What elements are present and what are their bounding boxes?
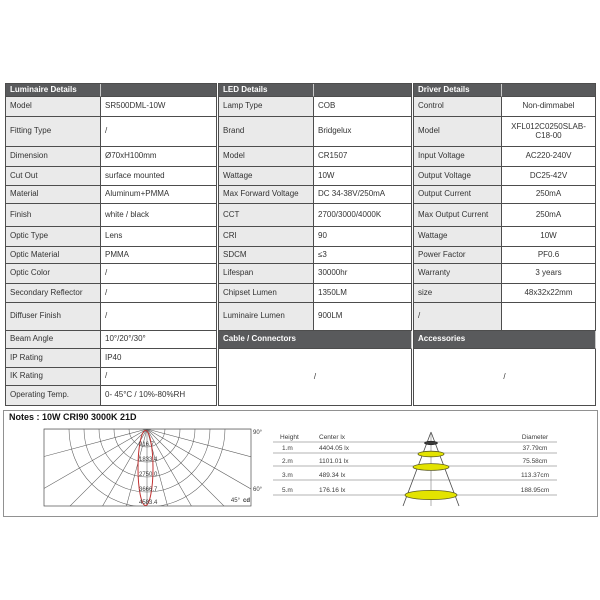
spec-label: Optic Color	[6, 264, 101, 284]
beam-col-center-lx: Center lx	[319, 434, 346, 441]
spec-value: 0- 45°C / 10%-80%RH	[101, 386, 217, 406]
polar-chart-frame	[44, 429, 251, 506]
spec-value: /	[101, 303, 217, 331]
spec-value: 3 years	[502, 264, 596, 284]
spec-value: 10°/20°/30°	[101, 331, 217, 349]
spec-value: /	[101, 264, 217, 284]
ring-label: 916.7	[139, 442, 155, 448]
spec-label: Chipset Lumen	[219, 284, 314, 303]
spec-label: Beam Angle	[6, 331, 101, 349]
luminaire-section-header: Luminaire Details	[6, 84, 101, 97]
spec-label: Secondary Reflector	[6, 284, 101, 303]
spec-value: IP40	[101, 349, 217, 368]
beam-col-height: Height	[280, 434, 299, 441]
spec-label: Brand	[219, 117, 314, 147]
spec-value: DC 34-38V/250mA	[314, 186, 412, 204]
beam-col-diameter: Diameter	[521, 434, 549, 441]
spec-label: SDCM	[219, 247, 314, 264]
spec-label: size	[414, 284, 502, 303]
ring-label: 4583.4	[139, 500, 158, 506]
beam-center-lx: 489.34 lx	[319, 472, 346, 479]
beam-height: 2.m	[282, 458, 293, 465]
spec-label: Warranty	[414, 264, 502, 284]
spec-value: 2700/3000/4000K	[314, 204, 412, 227]
spec-value: 900LM	[314, 303, 412, 331]
spec-value: Ø70xH100mm	[101, 147, 217, 167]
spec-label: CCT	[219, 204, 314, 227]
spec-label: Control	[414, 97, 502, 117]
driver-section-header: Driver Details	[414, 84, 502, 97]
cable-connectors-value: /	[219, 349, 412, 406]
spec-value: Aluminum+PMMA	[101, 186, 217, 204]
spec-value: Lens	[101, 227, 217, 247]
spec-value: PF0.6	[502, 247, 596, 264]
spec-label: Finish	[6, 204, 101, 227]
spec-label: Dimension	[6, 147, 101, 167]
spec-label: Optic Type	[6, 227, 101, 247]
spec-value: /	[101, 117, 217, 147]
spec-value: /	[101, 284, 217, 303]
spec-value: 1350LM	[314, 284, 412, 303]
spec-label: Max Forward Voltage	[219, 186, 314, 204]
beam-center-lx: 1101.01 lx	[319, 458, 349, 465]
photometric-diagram	[5, 413, 597, 515]
spec-label: Max Output Current	[414, 204, 502, 227]
ring-label: 2750.0	[139, 472, 158, 478]
spec-value: Bridgelux	[314, 117, 412, 147]
spec-value: white / black	[101, 204, 217, 227]
angle-label-60: 60°	[253, 487, 263, 493]
spec-label: Output Current	[414, 186, 502, 204]
cable-connectors-section-header: Cable / Connectors	[219, 331, 412, 349]
spec-label: Power Factor	[414, 247, 502, 264]
spec-label: Wattage	[414, 227, 502, 247]
spec-value	[502, 303, 596, 331]
spec-label: Wattage	[219, 167, 314, 186]
spec-label: Fitting Type	[6, 117, 101, 147]
spec-label: Lamp Type	[219, 97, 314, 117]
spec-value: PMMA	[101, 247, 217, 264]
spec-label: IK Rating	[6, 368, 101, 386]
beam-spot-1m	[425, 441, 438, 445]
spec-label: Operating Temp.	[6, 386, 101, 406]
led-details-table	[218, 83, 412, 406]
spec-value: 250mA	[502, 204, 596, 227]
spec-label: CRI	[219, 227, 314, 247]
spec-label: Model	[414, 117, 502, 147]
angle-label-45: 45°	[230, 498, 240, 504]
spec-label: Luminaire Lumen	[219, 303, 314, 331]
beam-spot-3m	[413, 464, 449, 471]
spec-label: /	[414, 303, 502, 331]
spec-value: surface mounted	[101, 167, 217, 186]
accessories-section-header: Accessories	[414, 331, 596, 349]
spec-label: Cut Out	[6, 167, 101, 186]
spec-label: Input Voltage	[414, 147, 502, 167]
led-section-header: LED Details	[219, 84, 314, 97]
spec-label: Output Voltage	[414, 167, 502, 186]
beam-height: 3.m	[282, 472, 293, 479]
notes-title: Notes : 10W CRI90 3000K 21D	[9, 412, 137, 422]
beam-height: 1.m	[282, 445, 293, 452]
spec-value: /	[101, 368, 217, 386]
spec-label: Lifespan	[219, 264, 314, 284]
ring-label: 3666.7	[139, 487, 158, 493]
spec-label: IP Rating	[6, 349, 101, 368]
angle-label-90: 90°	[253, 430, 263, 436]
luminaire-details-table	[5, 83, 217, 406]
spec-label: Model	[6, 97, 101, 117]
beam-center-lx: 176.16 lx	[319, 487, 346, 494]
spec-value: 10W	[314, 167, 412, 186]
spec-label: Optic Material	[6, 247, 101, 264]
spec-value: ≤3	[314, 247, 412, 264]
beam-diameter: 188.95cm	[520, 487, 550, 494]
spec-value: SR500DML-10W	[101, 97, 217, 117]
spec-value: 250mA	[502, 186, 596, 204]
spec-label: Diffuser Finish	[6, 303, 101, 331]
unit-label-cd: cd	[243, 498, 251, 504]
spec-value: XFL012C0250SLAB-C18-00	[502, 117, 596, 147]
spec-value: CR1507	[314, 147, 412, 167]
beam-cone-diagram	[403, 432, 459, 506]
spec-value: COB	[314, 97, 412, 117]
beam-diameter: 75.58cm	[522, 458, 548, 465]
spec-value: 90	[314, 227, 412, 247]
accessories-value: /	[414, 349, 596, 406]
spec-value: Non-dimmabel	[502, 97, 596, 117]
beam-spot-5m	[405, 490, 457, 499]
beam-height: 5.m	[282, 487, 293, 494]
led-section-header-spacer	[314, 84, 412, 97]
driver-details-table	[413, 83, 596, 406]
spec-label: Material	[6, 186, 101, 204]
beam-diameter: 113.37cm	[520, 472, 550, 479]
spec-value: 48x32x22mm	[502, 284, 596, 303]
notes-box	[3, 410, 598, 517]
spec-value: AC220-240V	[502, 147, 596, 167]
luminaire-section-header-spacer	[101, 84, 217, 97]
beam-center-lx: 4404.05 lx	[319, 445, 349, 452]
beam-table-text	[280, 434, 549, 494]
beam-diameter: 37.79cm	[522, 445, 548, 452]
spec-value: 10W	[502, 227, 596, 247]
ring-label: 1833.4	[139, 457, 158, 463]
driver-section-header-spacer	[502, 84, 596, 97]
beam-spot-2m	[418, 451, 444, 457]
spec-value: DC25-42V	[502, 167, 596, 186]
spec-label: Model	[219, 147, 314, 167]
spec-value: 30000hr	[314, 264, 412, 284]
